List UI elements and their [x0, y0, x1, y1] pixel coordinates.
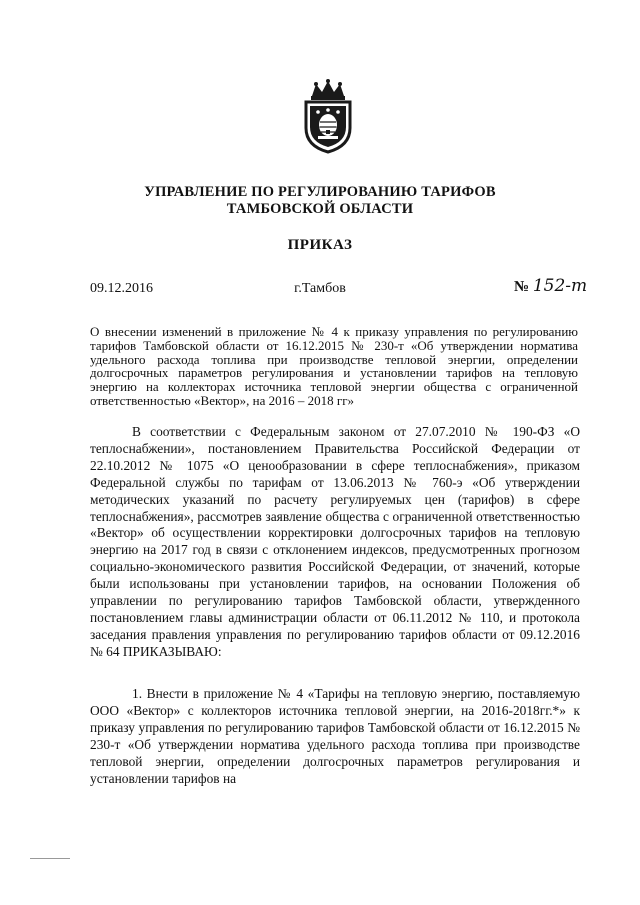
number-prefix: №	[514, 279, 530, 295]
document-city: г.Тамбов	[294, 281, 346, 296]
order-item-1: 1. Внести в приложение № 4 «Тарифы на тепловую энергию, поставляемую ООО «Вектор» с коллекторов источника тепловой энергии, на 2016-2018гг.*» к приказу управления по регулированию тарифов Тамбовской области от 16.12.2015 № 230-т «Об утверждении норматива удельного расхода топлива при производстве тепловой энергии, определении долгосрочных параметров регулирования и установлении тарифов на	[90, 686, 580, 786]
handwritten-number: 152-т	[532, 276, 588, 296]
preamble-paragraph: В соответствии с Федеральным законом от 27.07.2010 № 190-ФЗ «О теплоснабжении», постановлением Правительства Российской Федерации от 22.10.2012 № 1075 «О ценообразовании в сфере теплоснабжения», приказом Федеральной службы по тарифам от 13.06.2013 № 760-э «Об утверждении методических указаний по расчету регулируемых цен (тарифов) в сфере теплоснабжения», рассмотрев заявление общества с ограниченной ответственностью «Вектор» об осуществлении корректировки долгосрочных тарифов на тепловую энергию на 2017 год в связи с отклонением индексов, предусмотренных прогнозом социально-экономического развития Российской Федерации, от значений, которые были использованы при установлении тарифов, на основании Положения об управлении по регулированию тарифов Тамбовской области, утвержденного постановлением главы администрации области от 06.11.2012 № 110, и протокола заседания правления управления по регулированию тарифов области от 09.12.2016 № 64 ПРИКАЗЫВАЮ:	[90, 424, 580, 659]
scan-artifact-line	[30, 858, 70, 859]
document-number	[514, 276, 587, 296]
coat-of-arms-icon	[298, 78, 358, 154]
organization-name: УПРАВЛЕНИЕ ПО РЕГУЛИРОВАНИЮ ТАРИФОВ	[144, 184, 496, 200]
document-type: ПРИКАЗ	[287, 237, 353, 253]
document-date: 09.12.2016	[90, 281, 153, 296]
organization-region: ТАМБОВСКОЙ ОБЛАСТИ	[226, 201, 414, 217]
document-subject: О внесении изменений в приложение № 4 к приказу управления по регулированию тарифов Тамбовской области от 16.12.2015 № 230-т «Об утверждении норматива удельного расхода топлива при производстве тепловой энергии, определении долгосрочных параметров регулирования и установлении тарифов на тепловую энергию на коллекторах источника тепловой энергии общества с ограниченной ответственностью «Вектор», на 2016 – 2018 гг»	[90, 324, 578, 408]
